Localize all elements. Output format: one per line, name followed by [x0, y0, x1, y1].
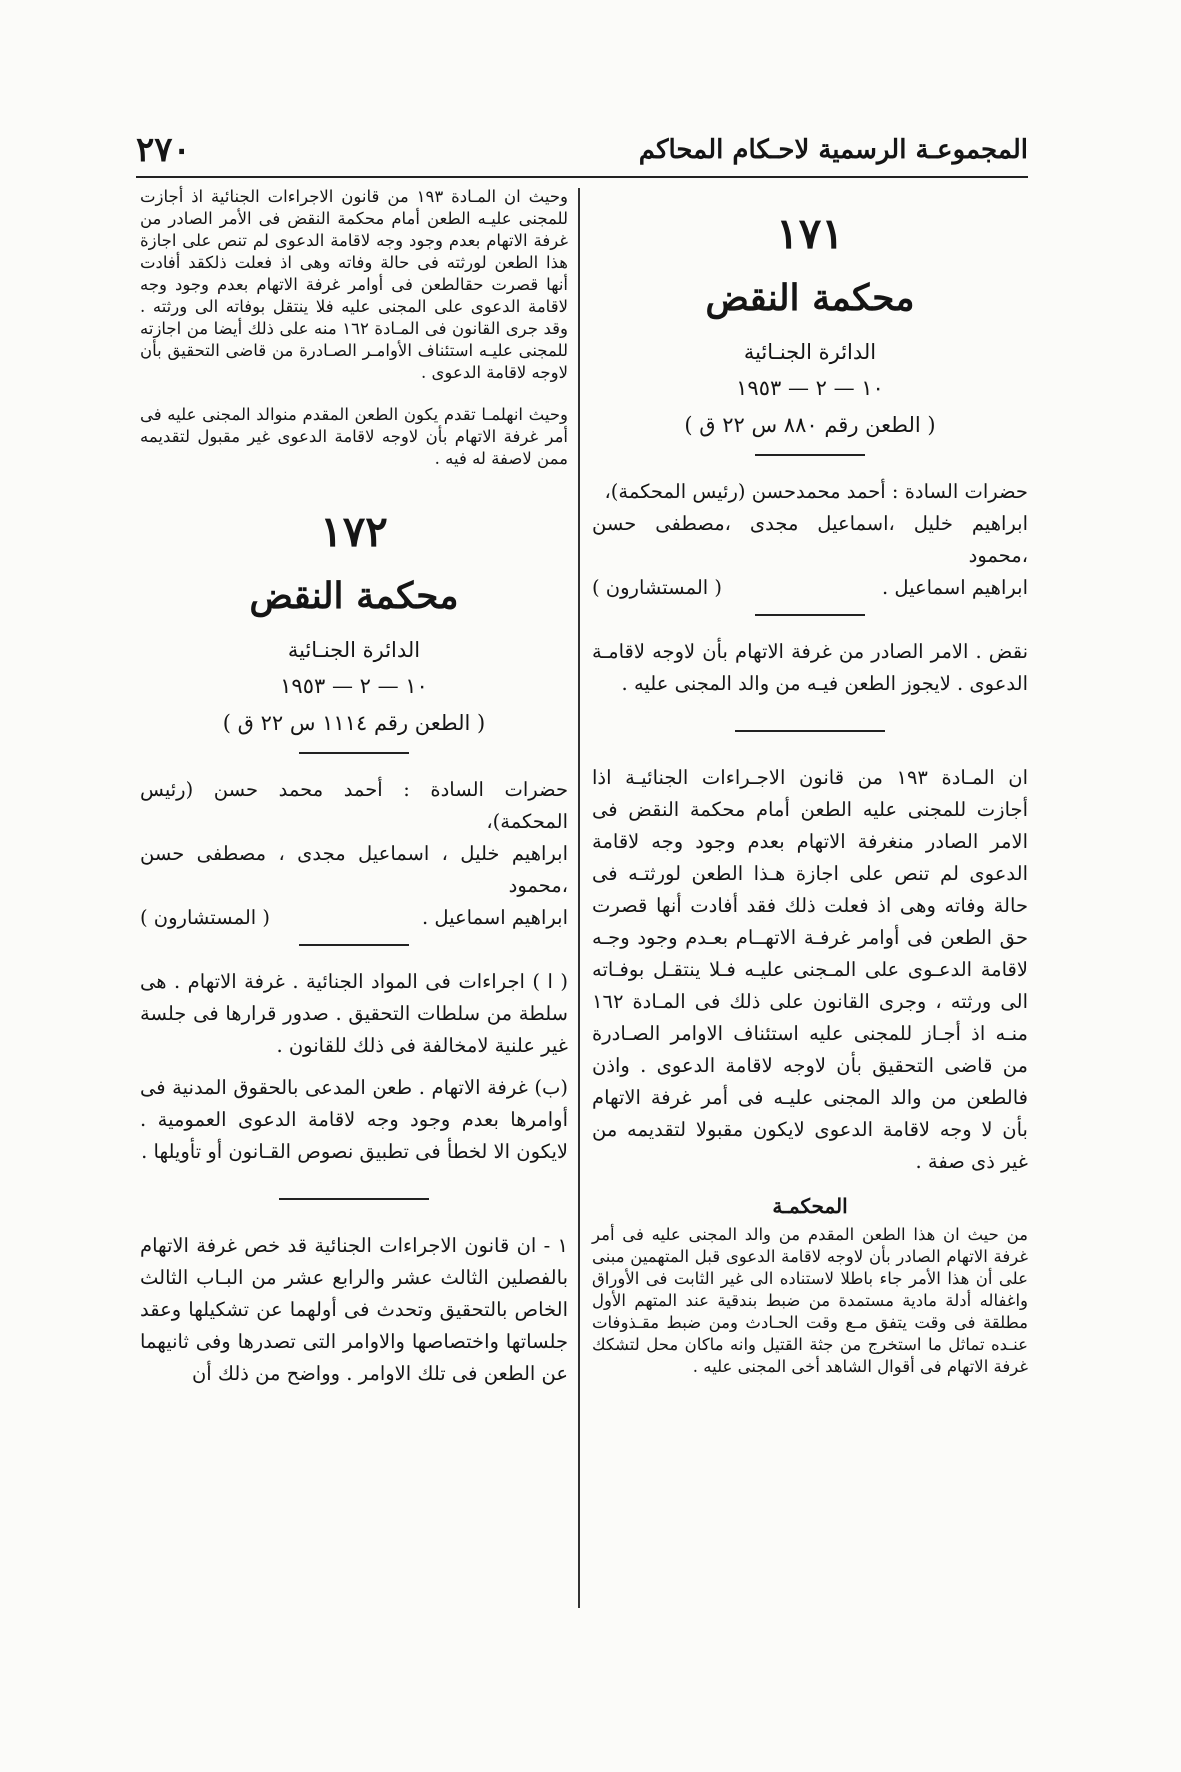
case-172-date: ١٠ — ٢ — ١٩٥٣ — [280, 674, 428, 698]
column-divider — [578, 188, 580, 1608]
case-172-judges-line-2: ابراهيم خليل ، اسماعيل مجدى ، مصطفى حسن ،محمود — [140, 842, 568, 897]
divider — [299, 752, 409, 754]
case-171-judges-role: ( المستشارون ) — [592, 576, 723, 599]
case-171-circuit: الدائرة الجنـائية — [743, 340, 877, 364]
case-172-number: ١٧٢ — [320, 507, 388, 556]
page-number: ٢٧٠ — [136, 130, 191, 170]
case-171-verdict-text: من حيث ان هذا الطعن المقدم من والد المجنى عليه فى أمر غرفة الاتهام الصادر بأن لاوجه لاقامة الدعوى قبل المتهمين مبنى على أن هذا الأمر جاء باطلا لاستناده الى غير الثابت فى الأوراق واغفاله أدلة مادية مستمدة من ضبط بندقية عند المتهم الأول مطلقة فى وقت يتفق مـع وقت الحـادث ومن ضبط مقـذوفات عنـده تماثل ما استخرج من جثة القتيل وانه ماكان محل لتشكك غرفة الاتهام فى أقوال الشاهد أخى المجنى عليه . — [592, 1225, 1028, 1376]
case-172-body: ١ - ان قانون الاجراءات الجنائية قد خص غرفة الاتهام بالفصلين الثالث عشر والرابع عشر من البـاب الثالث الخاص بالتحقيق وتحدث فى أولهما عن تشكيلها وعقد جلساتها واختصاصها والاوامر التى تصدرها وفى ثانيهما عن الطعن فى تلك الاوامر . وواضح من ذلك أن — [140, 1234, 568, 1385]
divider — [279, 1198, 429, 1200]
case-171-court: محكمة النقض — [705, 277, 915, 319]
case-172-point-a: ( ا ) اجراءات فى المواد الجنائية . غرفة الاتهام . هى سلطة من سلطات التحقيق . صدور قرارها فى جلسة غير علنية لامخالفة فى ذلك للقانون . — [140, 970, 568, 1057]
divider — [299, 944, 409, 946]
case-172-judges-last: ابراهيم اسماعيل . — [421, 906, 568, 929]
page-header — [136, 128, 1028, 172]
case-172-judges-line-1: حضرات السادة : أحمد محمد حسن (رئيس المحكمة)، — [140, 778, 568, 833]
case-172-judges-line-3 — [140, 902, 568, 934]
header-divider — [136, 176, 1028, 178]
divider — [755, 614, 865, 616]
case-171-judges-line-3 — [592, 572, 1028, 604]
case-171-summary: نقض . الامر الصادر من غرفة الاتهام بأن لاوجه لاقامـة الدعوى . لايجوز الطعن فيـه من والد المجنى عليه . — [592, 640, 1028, 695]
case-171-verdict-heading: المحكمـة — [772, 1194, 848, 1218]
case-171-appeal: ( الطعن رقم ٨٨٠ س ٢٢ ق ) — [684, 413, 936, 437]
divider — [735, 730, 885, 732]
case-172-circuit: الدائرة الجنـائية — [287, 638, 421, 662]
case-172-judges-role: ( المستشارون ) — [140, 906, 271, 929]
continuation-paragraph-1: وحيث ان المـادة ١٩٣ من قانون الاجراءات الجنائية اذ أجازت للمجنى عليـه الطعن أمام محكمة النقض فى الأمر الصادر من غرفة الاتهام بعدم وجود وجه لاقامة الدعوى لم تنص على اجازة هذا الطعن لورثته فى حالة وفاته وهى اذ فعلت ذلكقد أفادت أنها قصرت حقالطعن فى أوامر غرفة الاتهام بعدم وجود وجه لاقامة الدعوى على المجنى عليه فلا ينتقل بوفاته الى ورثته . وقد جرى القانون فى المـادة ١٦٢ منه على ذلك أيضا من اجازته للمجنى عليـه استئناف الأوامـر الصـادرة من قاضى التحقيق بأن لاوجه لاقامة الدعوى . — [140, 187, 569, 382]
case-172-court: محكمة النقض — [249, 575, 459, 617]
case-171-judges-last: ابراهيم اسماعيل . — [881, 576, 1028, 599]
left-column — [140, 186, 568, 1390]
case-171-date: ١٠ — ٢ — ١٩٥٣ — [736, 376, 884, 400]
continuation-paragraph-2: وحيث انهلمـا تقدم يكون الطعن المقدم منوالد المجنى عليه فى أمر غرفة الاتهام بأن لاوجه لاقامة الدعوى غير مقبول لتقديمه ممن لاصفة له فيه . — [140, 405, 568, 468]
running-title: المجموعـة الرسمية لاحـكام المحاكم — [638, 135, 1028, 165]
case-171-judges-line-2: ابراهيم خليل ،اسماعيل مجدى ،مصطفى حسن ،محمود — [592, 512, 1028, 567]
right-column — [592, 186, 1028, 1378]
case-172-point-b: (ب) غرفة الاتهام . طعن المدعى بالحقوق المدنية فى أوامرها بعدم وجود وجه لاقامة الدعوى العمومية . لايكون الا لخطأ فى تطبيق نصوص القـانون أو تأويلها . — [140, 1076, 568, 1163]
divider — [755, 454, 865, 456]
case-171-principle: ان المـادة ١٩٣ من قانون الاجـراءات الجنائيـة اذا أجازت للمجنى عليه الطعن أمام محكمة النقض فى الامر الصادر منغرفة الاتهام بعدم وجود وجه لاقامة الدعوى لم تنص على اجازة هـذا الطعن لورثتـه فى حالة وفاته وهى اذ فعلت ذلك فقد أفادت أنها قصرت حق الطعن فى أوامر غرفـة الاتهــام بعـدم وجود وجـه لاقامة الدعـوى على المـجنى عليـه فـلا ينتقـل بوفـاته الى ورثته ، وجرى القانون على ذلك فى المـادة ١٦٢ منـه اذ أجـاز للمجنى عليه استئناف الاوامر الصـادرة من قاضى التحقيق بأن لاوجه لاقامة الدعوى . واذن فالطعن من والد المجنى عليـه فى أمر غرفة الاتهام بأن لا وجه لاقامة الدعوى لايكون مقبولا لتقديمه من غير ذى صفة . — [592, 766, 1028, 1173]
case-171-judges-line-1: حضرات السادة : أحمد محمدحسن (رئيس المحكمة)، — [604, 480, 1028, 503]
case-172-appeal: ( الطعن رقم ١١١٤ س ٢٢ ق ) — [222, 711, 486, 735]
case-171-number: ١٧١ — [776, 209, 844, 258]
